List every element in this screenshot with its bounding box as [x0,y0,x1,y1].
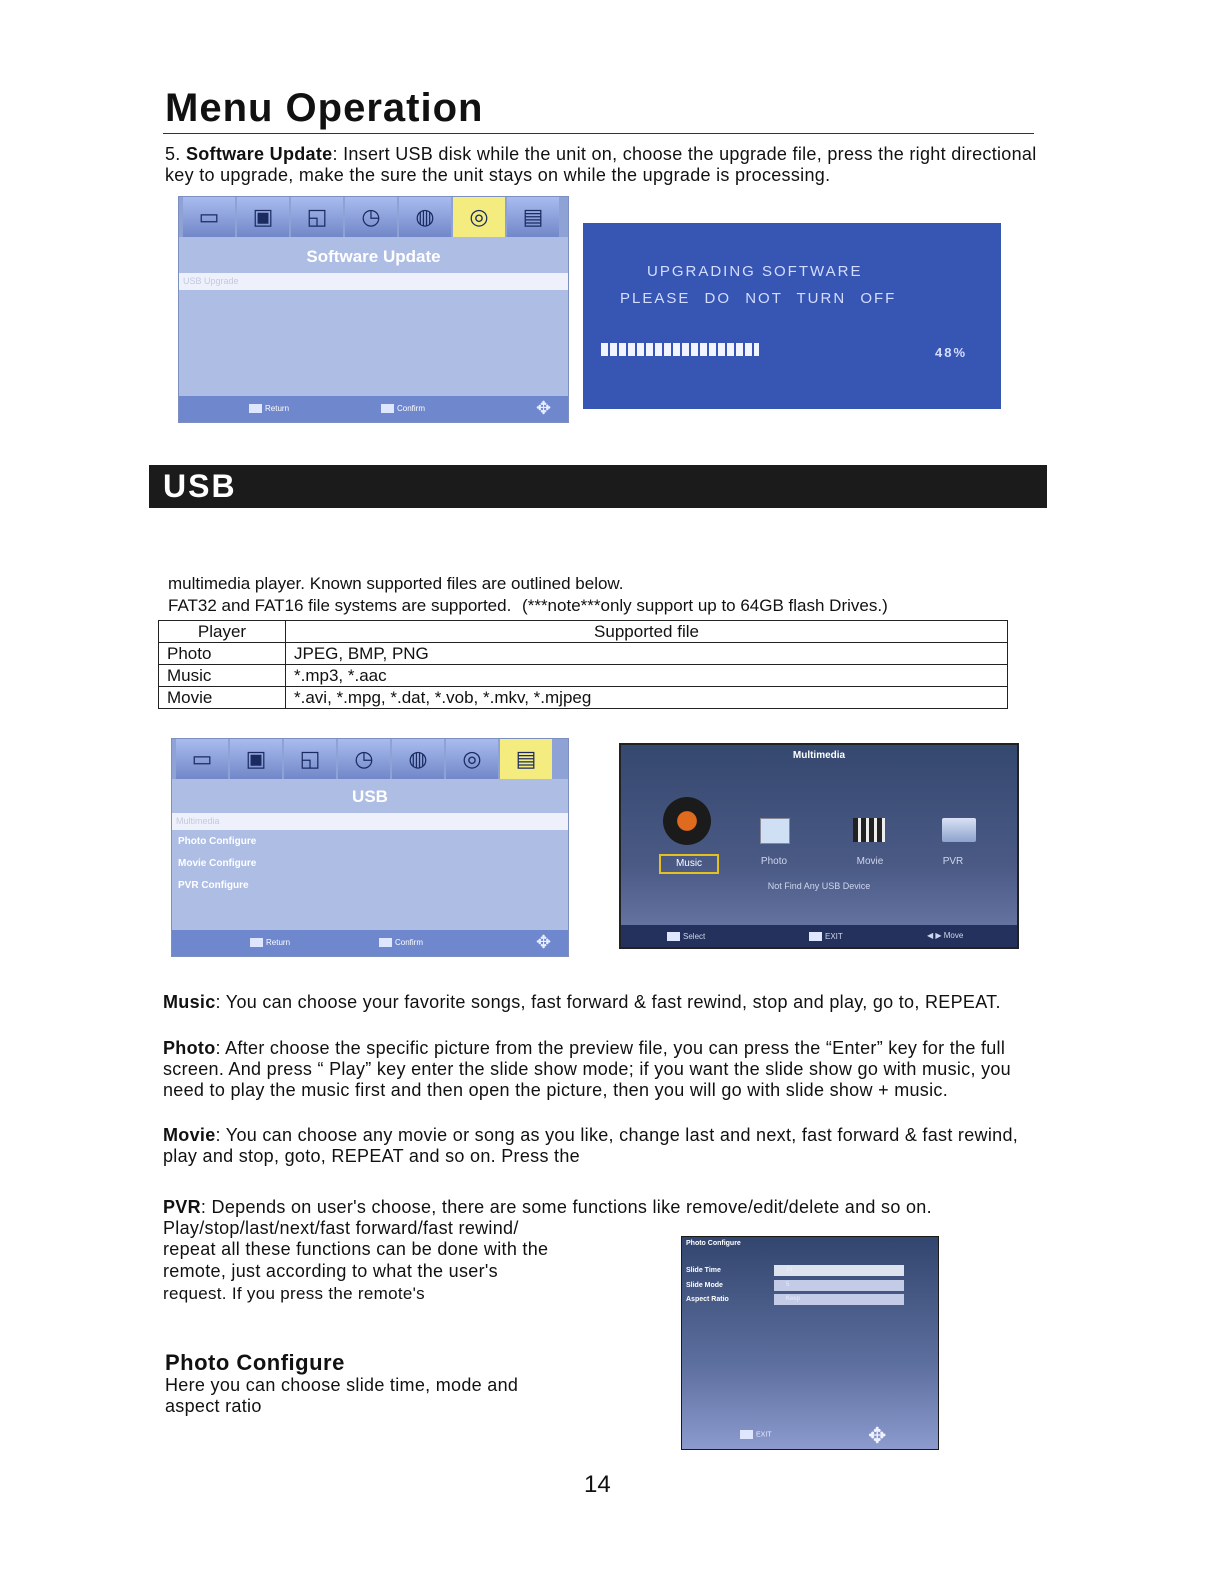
table-cell: *.mp3, *.aac [286,665,1008,687]
slide-mode-label: Slide Mode [686,1282,723,1289]
usb-note: (***note***only support up to 64GB flash Drives.) [522,596,888,615]
pvr-line-4: remote, just according to what the user's [163,1261,498,1281]
photo-configure-screen-title: Photo Configure [686,1240,741,1247]
osd-software-update-screen [178,196,569,423]
upgrade-progress-bar [601,343,931,356]
movie-label: Movie [163,1125,216,1145]
photo-configure-heading: Photo Configure [165,1350,345,1375]
exit-key-icon [740,1430,753,1439]
channel-tab-icon[interactable]: ◱ [284,739,336,779]
table-header-row [159,621,1008,643]
disc-tab-icon[interactable]: ◎ [446,739,498,779]
table-row [159,643,1008,665]
return-key-icon [250,938,263,947]
multimedia-item-photo[interactable]: Photo [760,856,788,867]
menu-item-pvr-configure[interactable]: PVR Configure [178,880,249,891]
pvr-label: PVR [163,1197,201,1217]
menu-item-movie-configure[interactable]: Movie Configure [178,858,257,869]
movie-text: : You can choose any movie or song as you like, change last and next, fast forward & fast rewind, play and stop, goto, REPEAT and so on. Press the [163,1125,1019,1166]
aspect-ratio-value[interactable]: Keep [774,1294,904,1305]
return-key-icon [249,404,262,413]
select-hint: Select [667,932,705,941]
multimedia-item-movie[interactable]: Movie [856,856,884,867]
photo-icon [760,818,790,844]
usb-tab-icon[interactable]: ▤ [500,739,552,779]
photo-configure-text: Here you can choose slide time, mode and aspect ratio [165,1375,519,1416]
osd-title: USB [352,787,388,806]
dpad-icon: ✥ [868,1423,887,1448]
pvr-line-5: request. If you press the remote's [163,1284,425,1303]
usb-tab-icon[interactable]: ▤ [507,197,559,237]
photo-text: : After choose the specific picture from the preview file, you can press the “Enter” key for the full screen. And press “ Play” key enter the slide show mode; if you want the slide show go with music, you need to play the music first and then open the picture, then you will go with slide show + music. [163,1038,1011,1100]
table-cell: *.avi, *.mpg, *.dat, *.vob, *.mkv, *.mjpeg [286,687,1008,709]
left-arrow-icon: ◀ ▶ [927,931,942,940]
table-header: Player [159,621,286,643]
photo-label: Photo [163,1038,216,1058]
move-hint: ◀ ▶ Move [927,931,964,940]
supported-files-table [158,620,1008,709]
upgrade-line-2: PLEASE DO NOT TURN OFF [620,290,897,307]
upgrade-line-1: UPGRADING SOFTWARE [647,263,863,280]
table-cell: Photo [159,643,286,665]
software-update-heading: Software Update [185,144,333,164]
usb-upgrade-item[interactable]: USB Upgrade [179,273,568,290]
osd-footer [179,396,568,422]
music-text: : You can choose your favorite songs, fast forward & fast rewind, stop and play, go to, REPEAT. [215,992,1001,1012]
music-disc-icon [663,797,711,845]
pvr-text: : Depends on user's choose, there are some functions like remove/edit/delete and so on. [200,1197,932,1217]
music-description [163,992,1033,1013]
table-cell: Music [159,665,286,687]
upgrade-percent: 48% [935,345,968,360]
usb-intro: multimedia player. Known supported files are outlined below. [168,574,624,593]
software-update-paragraph [165,144,1045,186]
movie-description [163,1125,1033,1167]
title-rule [163,133,1034,134]
clock-tab-icon[interactable]: ◷ [345,197,397,237]
no-usb-message: Not Find Any USB Device [767,881,871,891]
confirm-hint: Confirm [381,404,425,413]
clock-tab-icon[interactable]: ◷ [338,739,390,779]
exit-hint: EXIT [740,1430,772,1439]
software-update-text: : Insert USB disk while the unit on, choose the upgrade file, press the right directional key to upgrade, make the sure the unit stays on while the upgrade is processing. [165,144,1037,185]
usb-section-header: USB [149,465,1047,508]
globe-tab-icon[interactable]: ◍ [399,197,451,237]
table-cell: Movie [159,687,286,709]
slide-time-value[interactable]: 2s [774,1265,904,1276]
page-title: Menu Operation [165,86,484,130]
table-cell: JPEG, BMP, PNG [286,643,1008,665]
sound-tab-icon[interactable]: ▣ [230,739,282,779]
confirm-key-icon [379,938,392,947]
pvr-line-3: repeat all these functions can be done with the [163,1239,549,1259]
osd-title: Software Update [306,247,441,266]
photo-configure-screen [681,1236,939,1450]
return-hint: Return [250,938,290,947]
pvr-line-2: Play/stop/last/next/fast forward/fast rewind/ [163,1218,519,1238]
sound-tab-icon[interactable]: ▣ [237,197,289,237]
multimedia-item-music[interactable]: Music [659,854,719,874]
table-row [159,665,1008,687]
exit-key-icon [809,932,822,941]
pvr-icon [942,818,976,842]
multimedia-footer [621,925,1017,947]
multimedia-item-pvr[interactable]: PVR [942,856,964,867]
slide-mode-value[interactable]: 5 [774,1280,904,1291]
movie-clapper-icon [853,818,885,842]
osd-tab-bar [179,197,568,237]
photo-description [163,1038,1033,1101]
osd-usb-screen [171,738,569,957]
pvr-description [163,1197,1033,1218]
disc-tab-icon[interactable]: ◎ [453,197,505,237]
globe-tab-icon[interactable]: ◍ [392,739,444,779]
menu-item-multimedia[interactable]: Multimedia [172,813,568,830]
dpad-icon: ✥ [536,932,552,952]
table-row [159,687,1008,709]
music-label: Music [163,992,216,1012]
dpad-icon: ✥ [536,398,552,418]
menu-item-photo-configure[interactable]: Photo Configure [178,836,257,847]
slide-time-label: Slide Time [686,1267,721,1274]
page-number: 14 [584,1471,611,1498]
osd-footer [172,930,568,956]
picture-tab-icon[interactable]: ▭ [183,197,235,237]
table-header: Supported file [286,621,1008,643]
item-number: 5. [165,144,181,164]
upgrade-progress-screen [583,223,1001,409]
channel-tab-icon[interactable]: ◱ [291,197,343,237]
picture-tab-icon[interactable]: ▭ [176,739,228,779]
confirm-key-icon [381,404,394,413]
aspect-ratio-label: Aspect Ratio [686,1296,729,1303]
upgrade-progress-fill [601,343,759,356]
multimedia-title: Multimedia [792,750,846,761]
multimedia-screen [619,743,1019,949]
confirm-hint: Confirm [379,938,423,947]
return-hint: Return [249,404,289,413]
select-key-icon [667,932,680,941]
exit-hint: EXIT [809,932,843,941]
osd-tab-bar [172,739,568,779]
usb-filesystems: FAT32 and FAT16 file systems are supported. (***note***only support up to 64GB flash Drives.) [168,596,888,615]
